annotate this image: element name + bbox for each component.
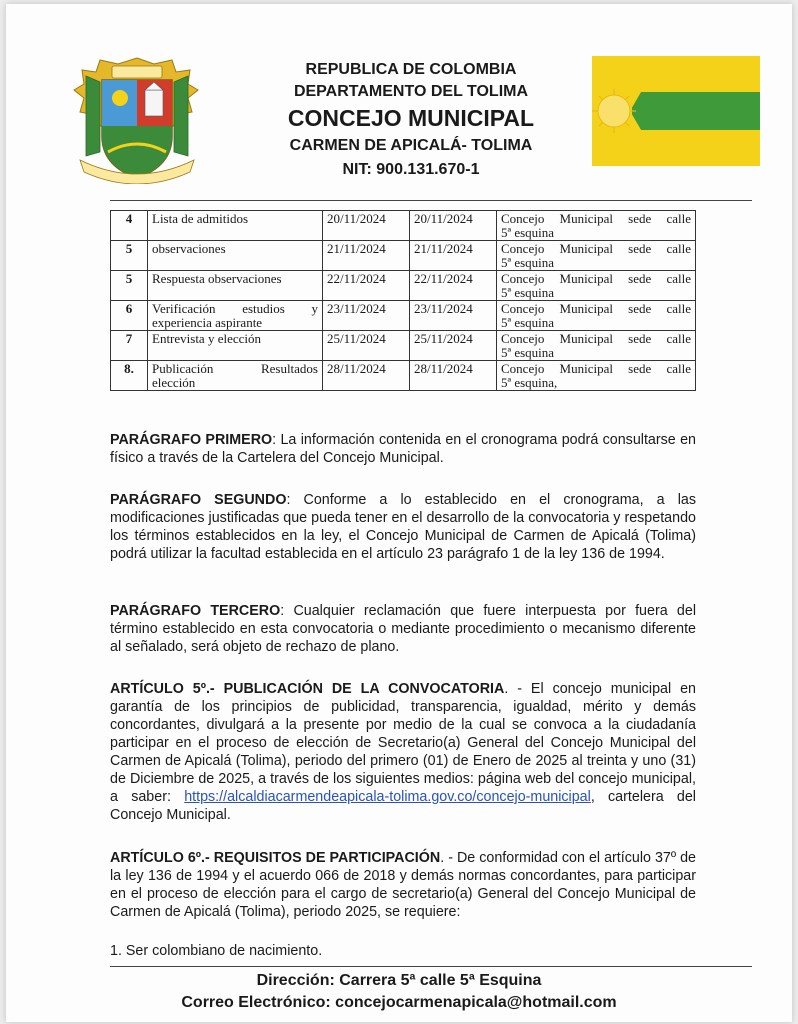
table-row: [111, 301, 696, 331]
header-divider: [110, 200, 752, 201]
letterhead-footer: [6, 970, 792, 1014]
table-row: [111, 211, 696, 241]
row-activity: Lista de admitidos: [148, 211, 323, 241]
table-row: [111, 361, 696, 391]
row-place: Concejo Municipal sede calle 5ª esquina: [497, 331, 696, 361]
table-row: [111, 331, 696, 361]
row-number: 7: [111, 331, 148, 361]
paragraph-title: PARÁGRAFO PRIMERO: [110, 432, 273, 448]
row-number: 6: [111, 301, 148, 331]
paragraph-title: PARÁGRAFO SEGUNDO: [110, 492, 287, 508]
list-item: 1. Ser colombiano de nacimiento.: [110, 943, 323, 959]
row-end-date: 22/11/2024: [410, 271, 497, 301]
article-5: [110, 680, 696, 824]
row-end-date: 20/11/2024: [410, 211, 497, 241]
paragraph-text: : Cualquier reclamación que fuere interpuesta por fuera del término establecido en esta convocatoria o mediante procedimiento o mecanismo diferente al señalado, será objeto de rechazo de plano.: [110, 603, 696, 655]
row-activity: Entrevista y elección: [148, 331, 323, 361]
row-start-date: 23/11/2024: [323, 301, 410, 331]
article-title: ARTÍCULO 5º.- PUBLICACIÓN DE LA CONVOCATORIA: [110, 681, 505, 697]
row-end-date: 25/11/2024: [410, 331, 497, 361]
paragraph-text: : Conforme a lo establecido en el cronograma, a las modificaciones justificadas que pueda tener en el desarrollo de la convocatoria y respetando los términos establecidos en la ley, el Concejo Municipal de Carmen de Apicalá (Tolima) podrá utilizar la facultad establecida en el artículo 23 parágrafo 1 de la ley 136 de 1994.: [110, 492, 696, 562]
municipality-line: CARMEN DE APICALÁ- TOLIMA: [289, 137, 533, 154]
row-start-date: 25/11/2024: [323, 331, 410, 361]
letterhead: [6, 4, 792, 204]
row-number: 8.: [111, 361, 148, 391]
paragraph-tercero: [110, 602, 696, 656]
row-end-date: 21/11/2024: [410, 241, 497, 271]
schedule-table: [110, 210, 696, 391]
email-line: Correo Electrónico: concejocarmenapicala@hotmail.com: [181, 994, 617, 1011]
address-line: Dirección: Carrera 5ª calle 5ª Esquina: [256, 972, 542, 989]
row-number: 5: [111, 271, 148, 301]
footer-divider: [110, 966, 752, 967]
row-activity: Publicación Resultados elección: [148, 361, 323, 391]
table-row: [111, 271, 696, 301]
council-title: CONCEJO MUNICIPAL: [287, 105, 535, 131]
municipal-coat-of-arms-icon: [72, 56, 202, 184]
article-text: . - El concejo municipal en garantía de los principios de publicidad, transparencia, igualdad, mérito y demás concordantes, divulgará a la presente por medio de la cual se convoca a la ciudadanía participar en el proceso de elección de Secretario(a) General del Concejo Municipal del Carmen de Apicalá (Tolima), periodo del primero (01) de Enero de 2025 al treinta y uno (31) de Diciembre de 2025, a través de los siguientes medios: página web del concejo municipal, a saber:: [110, 681, 696, 805]
paragraph-text: : La información contenida en el cronograma podrá consultarse en físico a través de la Cartelera del Concejo Municipal.: [110, 432, 696, 466]
row-end-date: 23/11/2024: [410, 301, 497, 331]
row-place: Concejo Municipal sede calle 5ª esquina: [497, 241, 696, 271]
council-website-link[interactable]: https://alcaldiacarmendeapicala-tolima.gov.co/concejo-municipal: [184, 789, 591, 805]
row-activity: Verificación estudios y experiencia aspirante: [148, 301, 323, 331]
row-start-date: 28/11/2024: [323, 361, 410, 391]
row-start-date: 20/11/2024: [323, 211, 410, 241]
table-row: [111, 241, 696, 271]
municipal-flag-icon: [592, 56, 760, 166]
article-6: [110, 849, 696, 921]
paragraph-title: PARÁGRAFO TERCERO: [110, 603, 281, 619]
row-number: 4: [111, 211, 148, 241]
row-activity: observaciones: [148, 241, 323, 271]
article-text-tail: , cartelera del Concejo Municipal.: [110, 789, 696, 823]
row-start-date: 22/11/2024: [323, 271, 410, 301]
country-line: REPUBLICA DE COLOMBIA: [305, 61, 517, 78]
paragraph-segundo: [110, 491, 696, 563]
nit-line: NIT: 900.131.670-1: [342, 161, 480, 178]
paragraph-primero: [110, 431, 696, 467]
row-place: Concejo Municipal sede calle 5ª esquina: [497, 301, 696, 331]
document-page: [6, 4, 792, 1022]
row-start-date: 21/11/2024: [323, 241, 410, 271]
row-activity: Respuesta observaciones: [148, 271, 323, 301]
row-end-date: 28/11/2024: [410, 361, 497, 391]
row-place: Concejo Municipal sede calle 5ª esquina,: [497, 361, 696, 391]
row-number: 5: [111, 241, 148, 271]
letterhead-text: [216, 59, 606, 182]
row-place: Concejo Municipal sede calle 5ª esquina: [497, 211, 696, 241]
row-place: Concejo Municipal sede calle 5ª esquina: [497, 271, 696, 301]
article-title: ARTÍCULO 6º.- REQUISITOS DE PARTICIPACIÓN: [110, 850, 441, 866]
department-line: DEPARTAMENTO DEL TOLIMA: [293, 83, 529, 100]
article-text: . - De conformidad con el artículo 37º de la ley 136 de 1994 y el acuerdo 066 de 2018 y demás normas concordantes, para participar en el proceso de elección para el cargo de secretario(a) General del Concejo Municipal de Carmen de Apicalá (Tolima), periodo 2025, se requiere:: [110, 850, 696, 920]
